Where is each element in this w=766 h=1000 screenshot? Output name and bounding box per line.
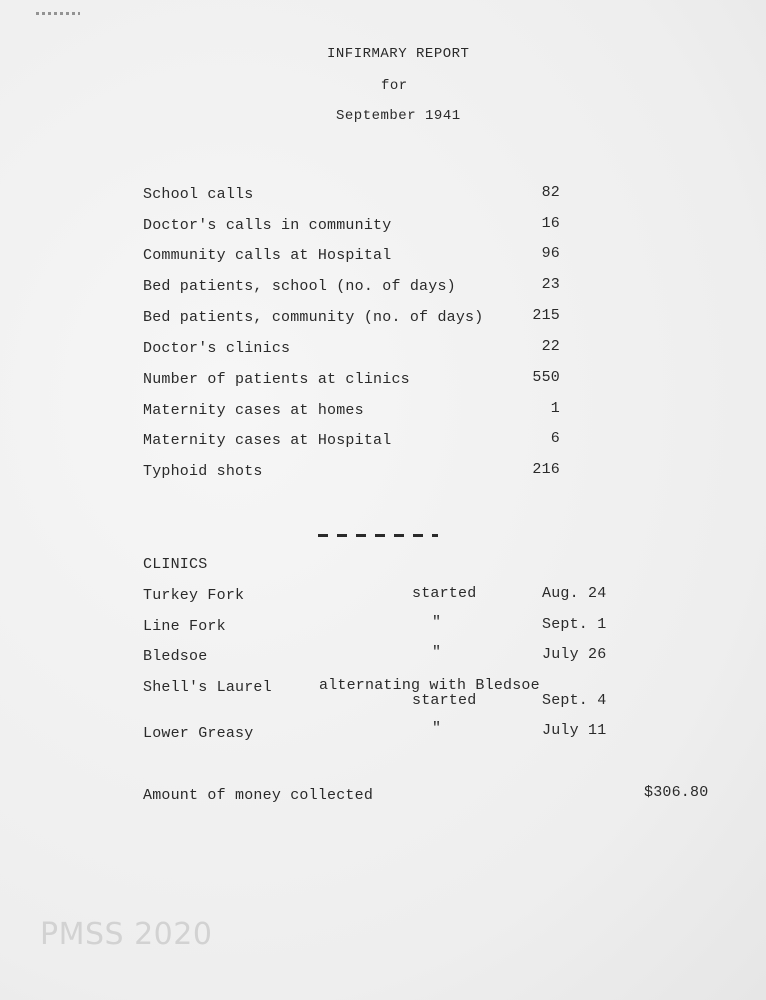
clinic-status: started [412, 585, 477, 602]
stat-value: 16 [541, 215, 560, 232]
stat-value: 96 [541, 245, 560, 262]
stat-value: 22 [541, 338, 560, 355]
stat-label: Typhoid shots [143, 463, 263, 480]
clinic-status: " [432, 614, 442, 631]
clinic-status: started [412, 692, 477, 709]
stat-value: 82 [541, 184, 560, 201]
stat-value: 550 [532, 369, 560, 386]
stat-value: 216 [532, 461, 560, 478]
stat-label: School calls [143, 186, 254, 203]
stat-label: Number of patients at clinics [143, 371, 410, 388]
clinic-status: " [432, 644, 442, 661]
clinic-note: alternating with Bledsoe [319, 677, 540, 694]
clinic-date: Aug. 24 [542, 585, 607, 602]
report-title: INFIRMARY REPORT [327, 46, 470, 62]
clinic-name: Bledsoe [143, 648, 208, 665]
stat-value: 23 [541, 276, 560, 293]
pencil-mark [36, 12, 80, 15]
clinic-name: Lower Greasy [143, 725, 254, 742]
report-period: September 1941 [336, 108, 461, 124]
clinic-name: Shell's Laurel [143, 679, 272, 696]
clinic-date: Sept. 4 [542, 692, 607, 709]
stat-label: Bed patients, community (no. of days) [143, 309, 484, 326]
clinic-date: July 26 [542, 646, 607, 663]
report-for: for [381, 78, 408, 94]
stat-label: Maternity cases at homes [143, 402, 364, 419]
stat-label: Community calls at Hospital [143, 247, 392, 264]
stat-value: 215 [532, 307, 560, 324]
stat-value: 6 [550, 430, 560, 447]
clinic-date: Sept. 1 [542, 616, 607, 633]
clinic-name: Line Fork [143, 618, 226, 635]
stat-value: 1 [550, 400, 560, 417]
section-divider [318, 534, 438, 537]
stat-label: Maternity cases at Hospital [143, 432, 392, 449]
clinics-heading: CLINICS [143, 556, 208, 573]
clinic-name: Turkey Fork [143, 587, 245, 604]
money-value: $306.80 [644, 784, 709, 801]
money-label: Amount of money collected [143, 787, 374, 804]
clinic-date: July 11 [542, 722, 607, 739]
stat-label: Doctor's calls in community [143, 217, 392, 234]
stat-label: Doctor's clinics [143, 340, 291, 357]
stat-label: Bed patients, school (no. of days) [143, 278, 456, 295]
clinic-status: " [432, 720, 442, 737]
watermark: PMSS 2020 [40, 917, 213, 952]
